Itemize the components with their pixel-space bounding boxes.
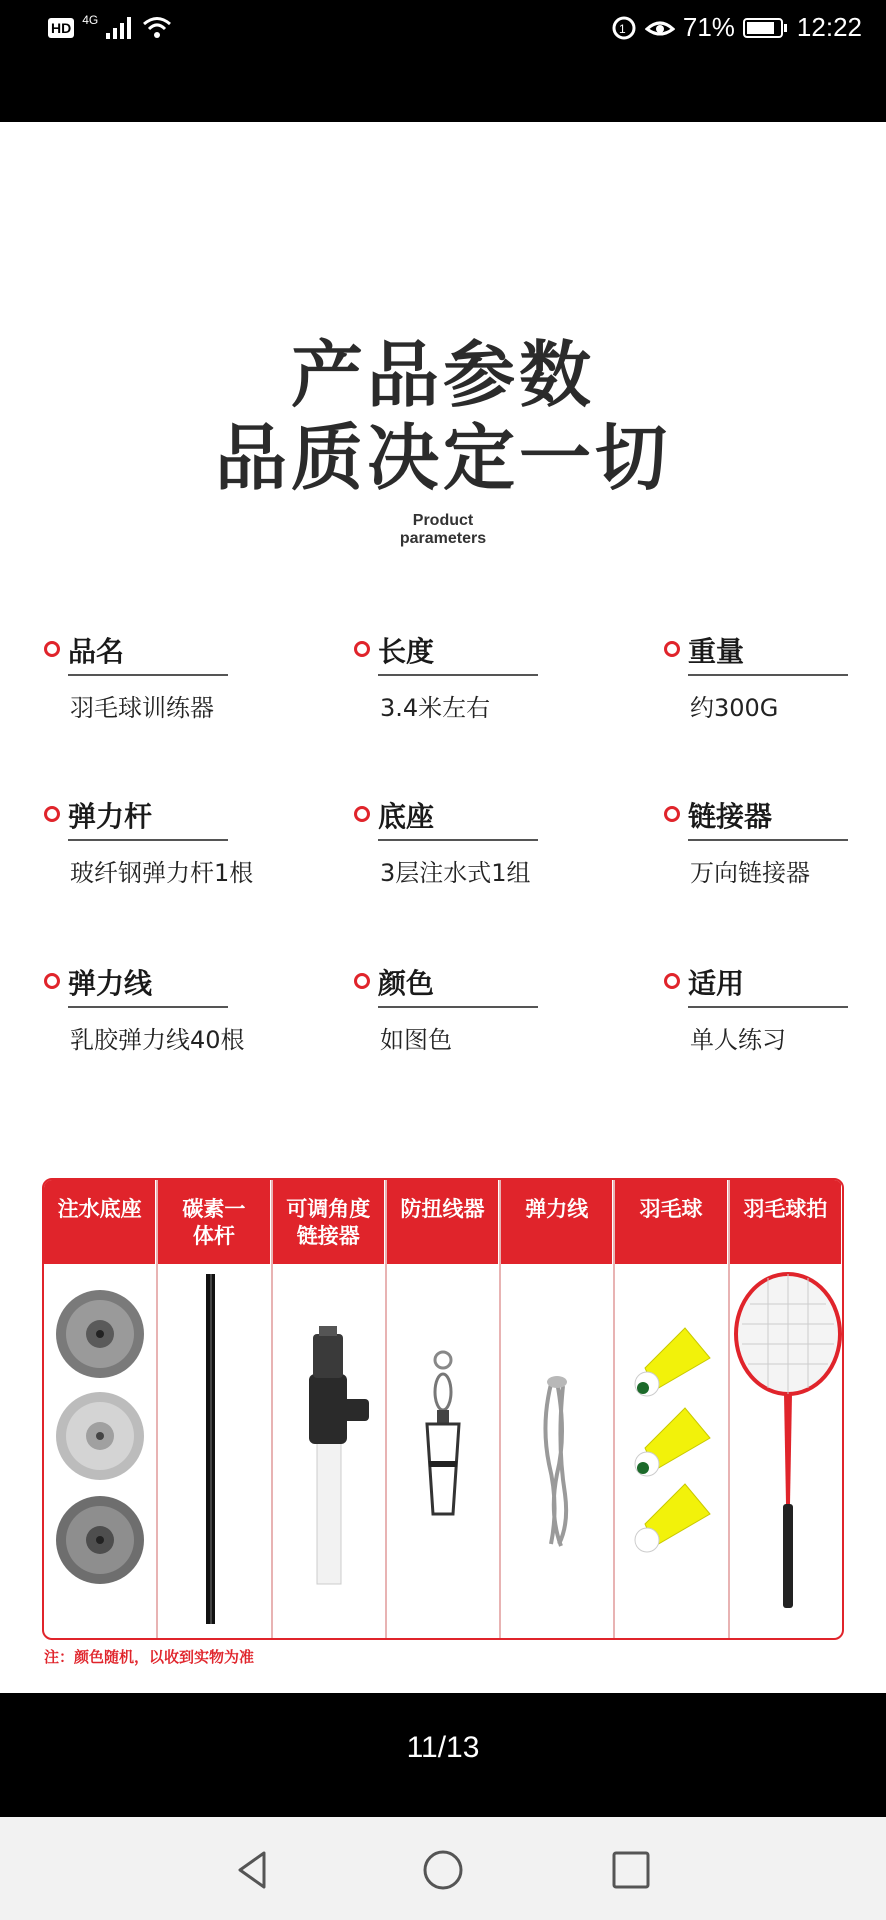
divider — [688, 839, 848, 841]
divider — [688, 674, 848, 676]
accessory-header: 防扭线器 — [387, 1180, 499, 1264]
svg-text:1: 1 — [618, 21, 626, 36]
nfc-icon — [611, 15, 637, 41]
navigation-bar — [0, 1817, 886, 1920]
bullet-icon — [354, 973, 370, 989]
wifi-icon — [142, 16, 172, 40]
divider — [378, 1006, 538, 1008]
divider — [378, 674, 538, 676]
swivel-image — [387, 1264, 499, 1638]
bullet-icon — [354, 806, 370, 822]
shuttlecock-icon — [635, 1408, 710, 1476]
status-left — [48, 13, 172, 40]
param-value: 约300G — [690, 694, 779, 722]
back-triangle-icon — [228, 1845, 278, 1895]
accessory-swivel — [387, 1180, 501, 1638]
carbon-rod-image — [158, 1264, 270, 1638]
shuttlecock-icon — [635, 1328, 710, 1396]
status-right — [611, 12, 862, 43]
bullet-icon — [44, 641, 60, 657]
param-value: 乳胶弹力线40根 — [70, 1026, 245, 1054]
accessory-header: 注水底座 — [44, 1180, 156, 1264]
back-button[interactable] — [228, 1845, 278, 1895]
page-indicator: 11/13 — [406, 1731, 480, 1764]
accessory-connector — [273, 1180, 387, 1638]
racket-icon — [730, 1264, 842, 1640]
accessories-table — [42, 1178, 844, 1640]
eye-comfort-icon — [645, 17, 675, 39]
shuttlecock-icon — [635, 1484, 710, 1552]
accessory-header: 可调角度 链接器 — [273, 1180, 385, 1264]
param-label: 重量 — [688, 635, 745, 668]
bullet-icon — [44, 806, 60, 822]
page-title: 产品参数 — [290, 333, 595, 417]
param-label: 品名 — [68, 635, 125, 668]
accessory-racket — [730, 1180, 842, 1638]
bullet-icon — [44, 973, 60, 989]
connector-icon — [273, 1264, 385, 1640]
base-disc-icon — [56, 1392, 144, 1480]
page-title-line2: 品质决定一切 — [214, 416, 671, 500]
base-disc-icon — [56, 1496, 144, 1584]
param-label: 颜色 — [378, 967, 435, 1000]
product-image — [0, 122, 886, 1693]
param-label: 长度 — [378, 635, 435, 668]
accessory-header: 羽毛球拍 — [730, 1180, 842, 1264]
param-value: 万向链接器 — [690, 859, 810, 887]
accessory-header: 碳素一 体杆 — [158, 1180, 270, 1264]
battery-icon — [743, 17, 789, 39]
bullet-icon — [354, 641, 370, 657]
home-button[interactable] — [418, 1845, 468, 1895]
image-viewer-footer — [0, 1693, 886, 1817]
subtitle-line2: parameters — [399, 530, 487, 547]
swivel-icon — [387, 1264, 499, 1640]
connector-image — [273, 1264, 385, 1638]
divider — [378, 839, 538, 841]
shuttlecock-image — [615, 1264, 727, 1638]
accessory-header: 弹力线 — [501, 1180, 613, 1264]
racket-image — [730, 1264, 842, 1638]
accessory-header: 羽毛球 — [615, 1180, 727, 1264]
param-label: 链接器 — [688, 800, 773, 833]
param-value: 玻纤钢弹力杆1根 — [70, 859, 254, 887]
recents-button[interactable] — [606, 1845, 656, 1895]
param-label: 适用 — [688, 967, 745, 1000]
param-label: 弹力杆 — [68, 800, 153, 833]
recents-square-icon — [606, 1845, 656, 1895]
accessory-carbon-rod — [158, 1180, 272, 1638]
water-base-image — [44, 1264, 156, 1638]
param-value: 3层注水式1组 — [380, 859, 531, 887]
bullet-icon — [664, 641, 680, 657]
network-type: 4G — [82, 13, 99, 27]
bullet-icon — [664, 973, 680, 989]
divider — [68, 839, 228, 841]
divider — [68, 1006, 228, 1008]
divider — [68, 674, 228, 676]
home-circle-icon — [418, 1845, 468, 1895]
base-disc-icon — [56, 1290, 144, 1378]
clock: 12:22 — [796, 12, 862, 42]
param-value: 单人练习 — [690, 1026, 786, 1054]
divider — [688, 1006, 848, 1008]
battery-percent: 71% — [682, 12, 735, 42]
subtitle-line1: Product — [412, 512, 474, 529]
accessory-shuttlecock — [615, 1180, 729, 1638]
param-label: 底座 — [378, 800, 435, 833]
hd-badge: HD — [48, 18, 74, 38]
param-value: 3.4米左右 — [380, 694, 491, 722]
param-value: 如图色 — [380, 1026, 452, 1054]
param-label: 弹力线 — [68, 967, 153, 1000]
bullet-icon — [664, 806, 680, 822]
accessory-elastic-line — [501, 1180, 615, 1638]
accessory-water-base — [44, 1180, 158, 1638]
signal-icon — [106, 17, 134, 39]
param-value: 羽毛球训练器 — [70, 694, 214, 722]
color-note: 注：颜色随机，以收到实物为准 — [44, 1648, 255, 1666]
elastic-line-icon — [501, 1264, 613, 1640]
elastic-line-image — [501, 1264, 613, 1638]
status-bar — [0, 0, 886, 122]
